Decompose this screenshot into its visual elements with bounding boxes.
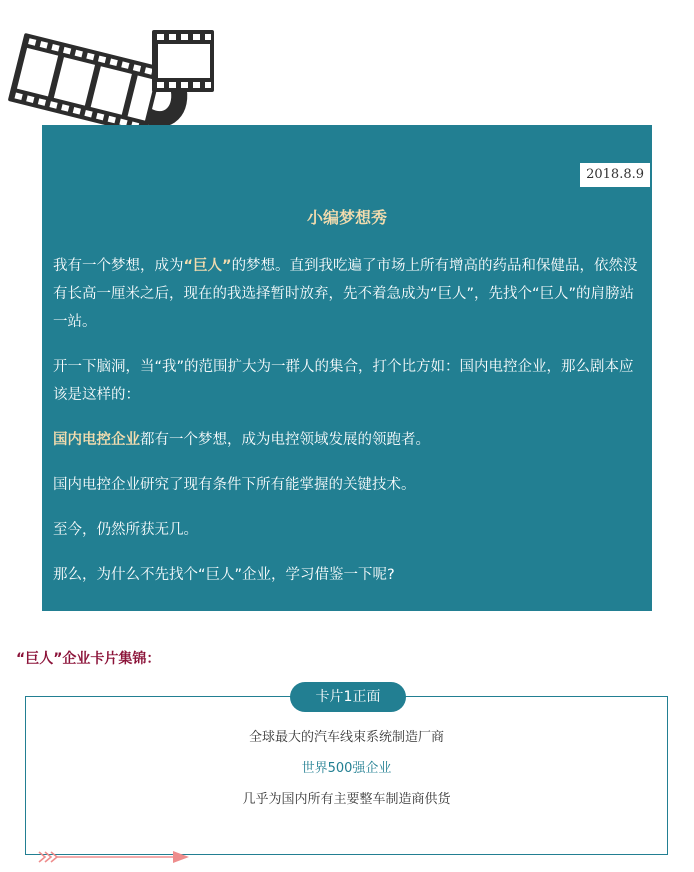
- arrow-right-icon: [37, 849, 192, 865]
- article-title: 小编梦想秀: [306, 208, 387, 227]
- paragraph-1: 我有一个梦想，成为“巨人”的梦想。直到我吃遍了市场上所有增高的药品和保健品，依然没有长高一厘米之后，现在的我选择暂时放弃，先不着急成为“巨人”，先找个“巨人”的肩膀站一站。: [53, 258, 638, 330]
- paragraph-5: 至今，仍然所获无几。: [53, 522, 198, 538]
- highlight-text: 国内电控企业: [53, 432, 140, 448]
- paragraph-6: 那么，为什么不先找个“巨人”企业，学习借鉴一下呢?: [53, 567, 395, 583]
- info-card: [25, 696, 668, 855]
- card-label-pill: 卡片1正面: [290, 682, 406, 712]
- highlight-text: “巨人”: [183, 258, 232, 274]
- card-line-1: 全球最大的汽车线束系统制造厂商: [248, 730, 444, 745]
- paragraph-4: 国内电控企业研究了现有条件下所有能掌握的关键技术。: [53, 477, 416, 493]
- article-panel: [42, 125, 652, 611]
- card-line-3: 几乎为国内所有主要整车制造商供货: [242, 792, 451, 807]
- card-line-2: 世界500强企业: [301, 761, 392, 776]
- paragraph-2: 开一下脑洞，当“我”的范围扩大为一群人的集合，打个比方如：国内电控企业，那么剧本应该是这样的：: [53, 359, 634, 403]
- paragraph-3: 国内电控企业都有一个梦想，成为电控领域发展的领跑者。: [53, 432, 430, 448]
- film-strip-icon: [8, 26, 218, 138]
- section-heading: “巨人”企业卡片集锦：: [16, 651, 161, 667]
- article-body: [53, 252, 641, 606]
- article-date: 2018.8.9: [580, 163, 650, 187]
